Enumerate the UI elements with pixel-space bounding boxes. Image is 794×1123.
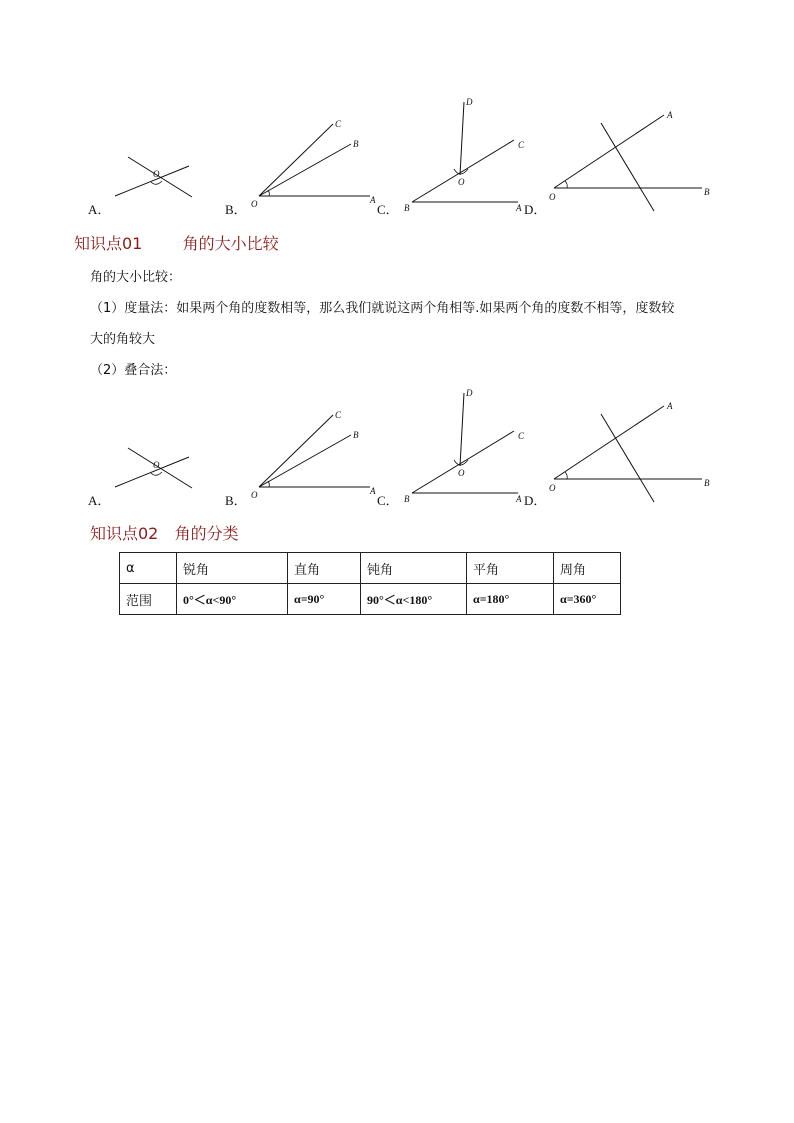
svg-text:O: O [549, 483, 556, 493]
point-o-label: O [153, 169, 160, 179]
svg-text:D: D [466, 388, 473, 398]
figure-a [115, 448, 192, 488]
svg-text:B: B [704, 187, 710, 197]
method1-cont-text: 大的角较大 [90, 332, 156, 347]
section1-body [90, 262, 740, 386]
svg-text:O: O [251, 490, 258, 500]
option-b-label: B． [225, 202, 247, 217]
svg-text:A: A [370, 195, 376, 205]
svg-text:C: C [335, 410, 342, 420]
svg-text:C: C [335, 119, 342, 129]
svg-text:B: B [404, 494, 410, 504]
svg-text:B: B [353, 430, 359, 440]
figure-b [251, 119, 376, 209]
method1-text: （1）度量法：如果两个角的度数相等，那么我们就说这两个角相等.如果两个角的度数不相等，度数较 [90, 301, 675, 316]
table-cell: 范围 [120, 584, 177, 615]
table-cell: 钝角 [361, 553, 467, 584]
section2-number: 知识点02 [90, 524, 159, 543]
figure-d [549, 401, 710, 502]
method2-text: （2）叠合法： [90, 363, 177, 378]
svg-text:O: O [458, 468, 465, 478]
angle-figures-top [88, 95, 728, 215]
section1-number: 知识点01 [74, 234, 143, 253]
table-header-row [120, 553, 621, 584]
svg-text:A: A [667, 401, 673, 411]
table-row [120, 584, 621, 615]
svg-text:A: A [516, 494, 522, 504]
figure-row-top [88, 95, 728, 215]
svg-text:O: O [153, 460, 160, 470]
table-cell: 锐角 [177, 553, 288, 584]
svg-text:C: C [518, 431, 525, 441]
figure-a [115, 157, 192, 197]
table-cell: α=360° [554, 584, 621, 615]
option-d-label: D． [524, 202, 547, 217]
option-d-label: D． [524, 493, 547, 508]
table-cell: α=90° [288, 584, 361, 615]
svg-text:A: A [667, 110, 673, 120]
figure-b [251, 410, 376, 500]
option-a-label: A． [88, 493, 111, 508]
section1-intro: 角的大小比较： [90, 270, 182, 285]
section2-title: 角的分类 [174, 524, 239, 543]
angle-classification-table [119, 552, 621, 615]
table-cell: α [120, 553, 177, 584]
svg-text:O: O [251, 199, 258, 209]
option-c-label: C． [377, 202, 399, 217]
svg-text:D: D [466, 97, 473, 107]
option-a-label: A． [88, 202, 111, 217]
figure-c [404, 388, 525, 504]
figure-d [549, 110, 710, 211]
svg-text:A: A [370, 486, 376, 496]
svg-text:C: C [518, 140, 525, 150]
figure-row-bottom [88, 386, 728, 506]
table-cell: 0°＜α<90° [177, 584, 288, 615]
svg-text:O: O [549, 192, 556, 202]
svg-text:B: B [353, 139, 359, 149]
angle-figures-bottom [88, 386, 728, 506]
table-cell: 周角 [554, 553, 621, 584]
svg-text:O: O [458, 177, 465, 187]
svg-text:A: A [516, 203, 522, 213]
figure-c [404, 97, 525, 213]
option-b-label: B． [225, 493, 247, 508]
table-cell: 平角 [467, 553, 554, 584]
table-cell: 直角 [288, 553, 361, 584]
svg-text:B: B [404, 203, 410, 213]
section1-title: 角的大小比较 [182, 234, 279, 253]
table-cell: 90°＜α<180° [361, 584, 467, 615]
section2-heading [90, 521, 239, 544]
svg-text:B: B [704, 478, 710, 488]
section1-heading [74, 231, 279, 254]
option-c-label: C． [377, 493, 399, 508]
table-cell: α=180° [467, 584, 554, 615]
